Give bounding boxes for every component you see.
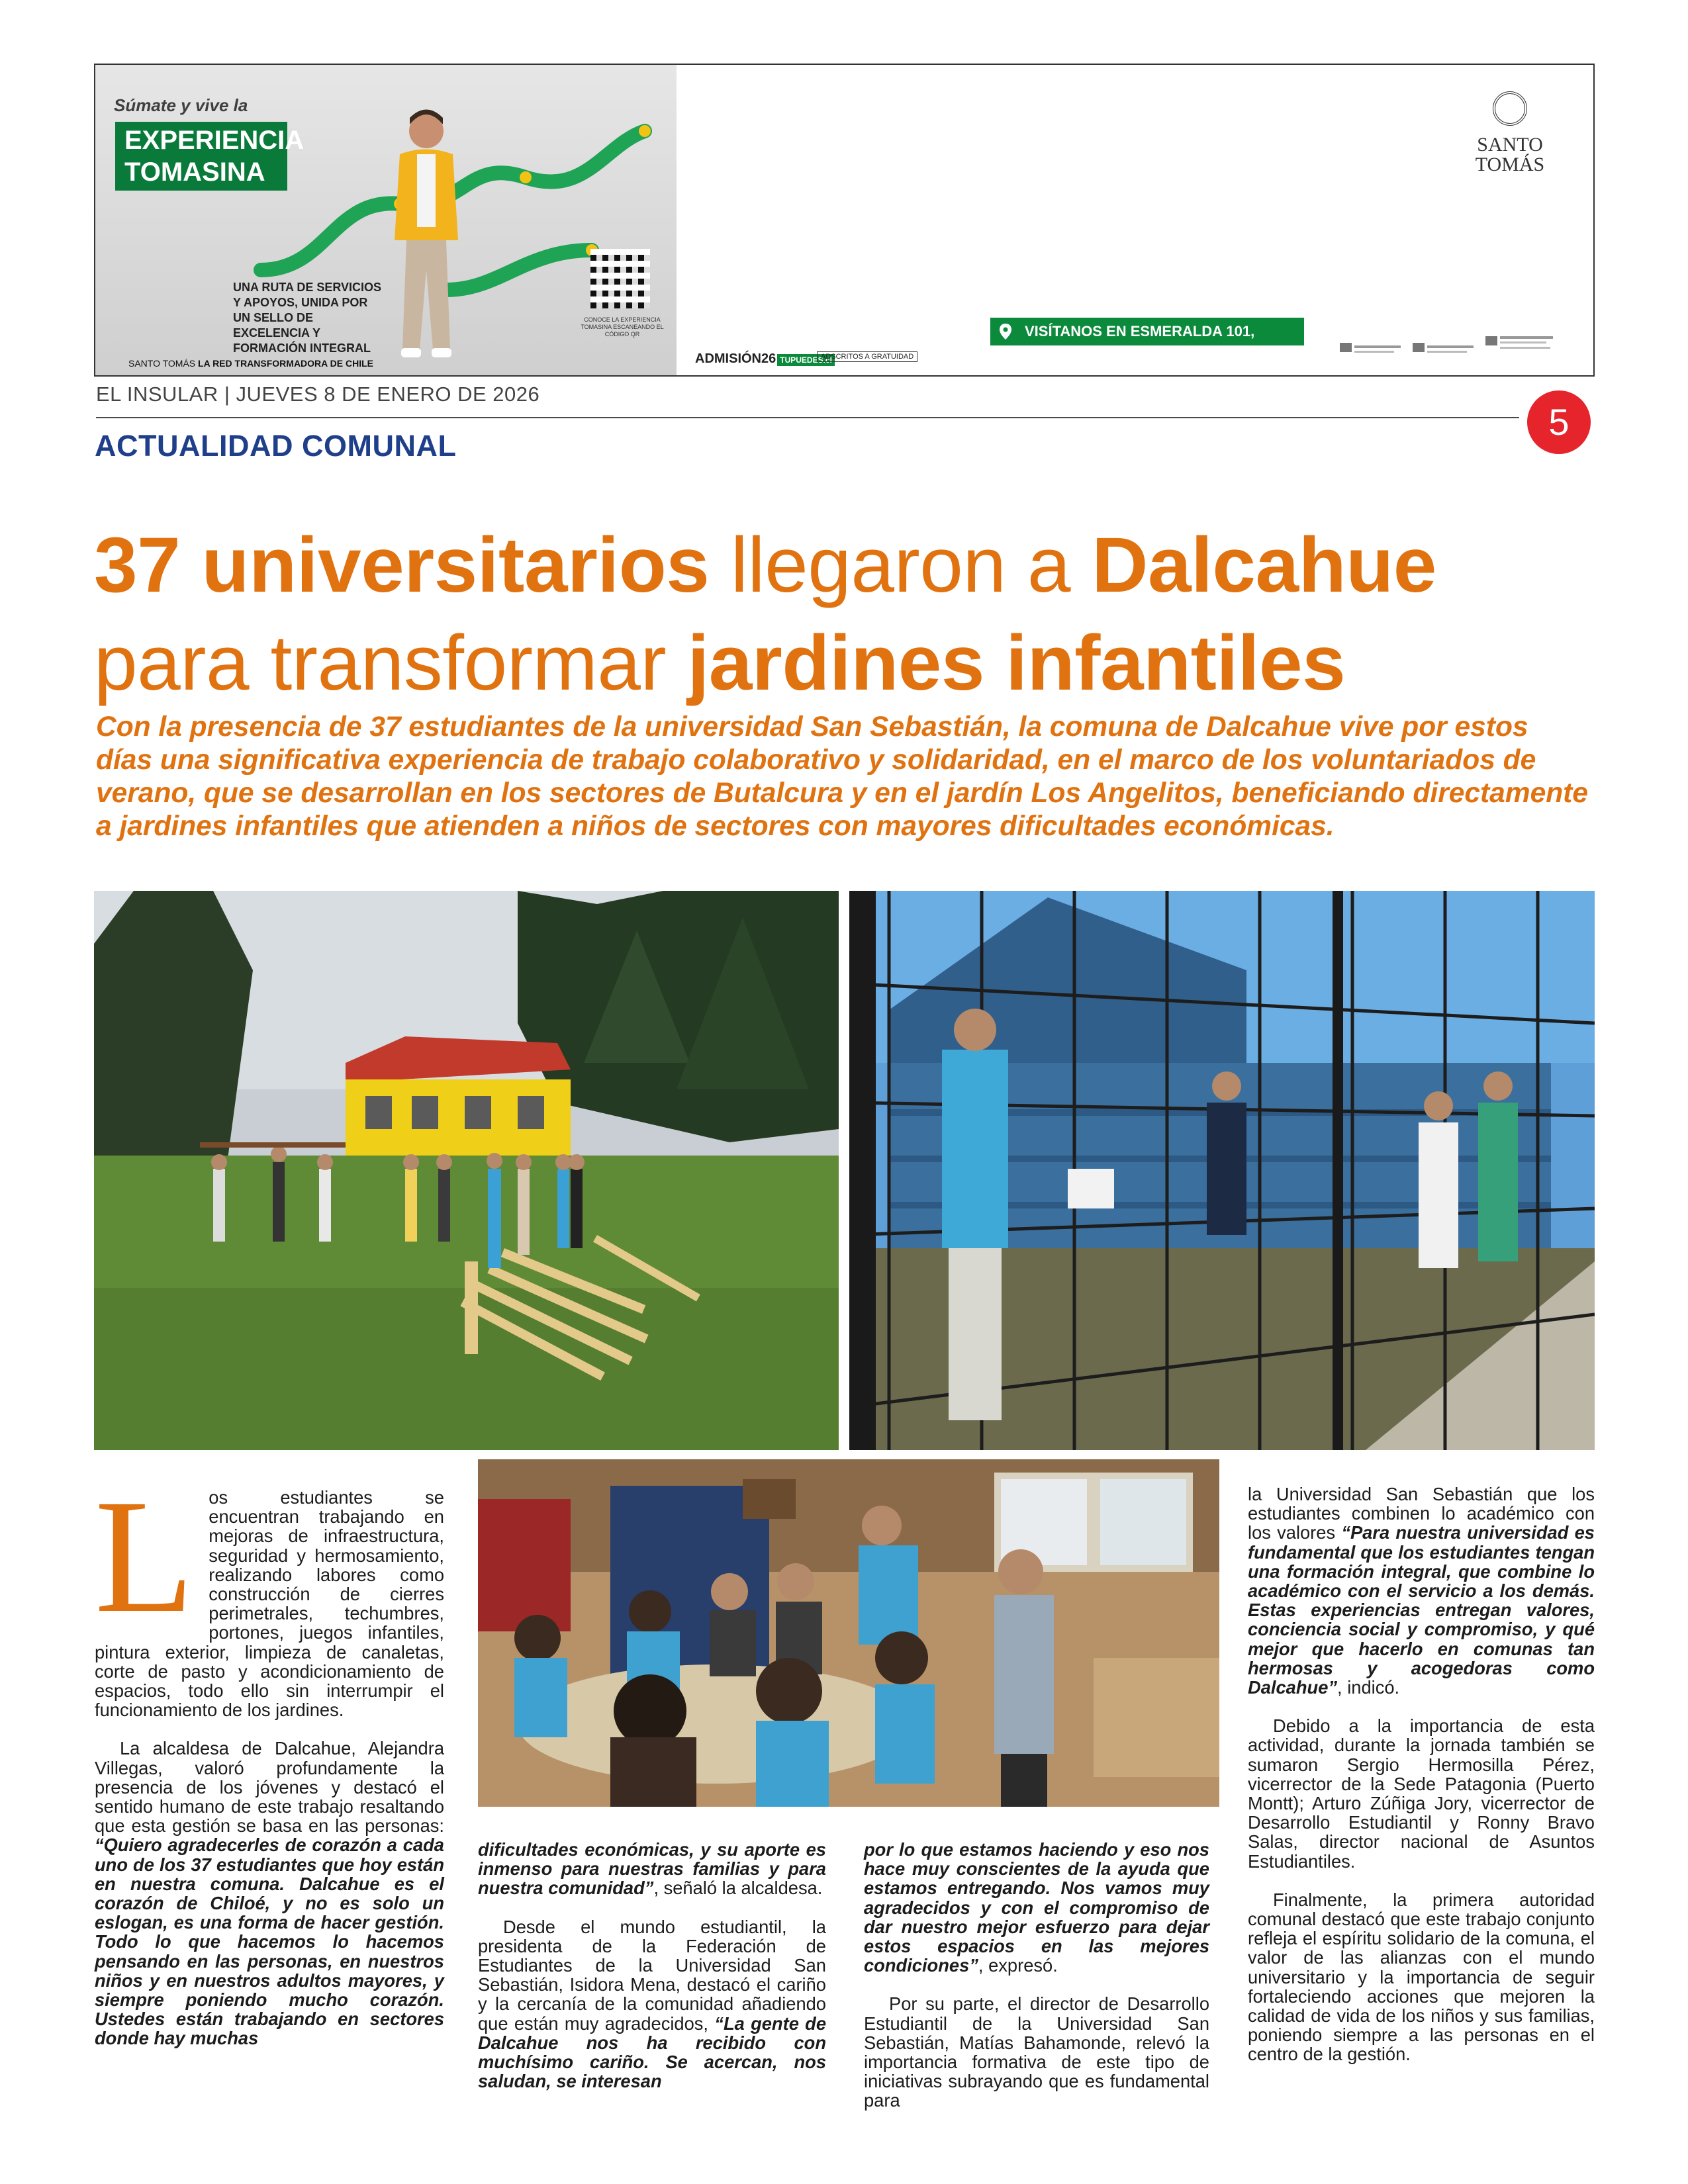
ad-visual-panel xyxy=(95,65,677,375)
ad-footer-bold: LA RED TRANSFORMADORA DE CHILE xyxy=(198,358,373,369)
accreditation-logos xyxy=(1340,330,1558,363)
headline-light-1: llegaron a xyxy=(709,522,1092,609)
ad-footer xyxy=(128,358,373,369)
paragraph-2: La alcaldesa de Dalcahue, Alejandra Villegas, valoró profundamente la presencia de los jóvenes y destacó el sentido humano de este trabajo resaltando que esta gestión se basa en las personas: “Quiero agradecerles de corazón a cada uno de los 37 estudiantes que hoy están en nuestra comuna. Dalcahue es el corazón de Chiloé, y no es solo un eslogan, es una forma de hacer gestión. Todo lo que hacemos lo hacemos pensando en las personas, en nuestros niños y en nuestros adultos mayores, y siempre poniendo mucho corazón. Ustedes están trabajando en sectores donde hay muchas xyxy=(95,1738,444,2049)
santo-tomas-logo: SANTO TOMÁS xyxy=(1464,91,1556,175)
lede: Con la presencia de 37 estudiantes de la universidad San Sebastián, la comuna de Dalcahue vive por estos días una significativa experiencia de trabajo colaborativo y solidaridad, en el marco de los voluntariados de verano, que se desarrollan en los sectores de Butalcura y en el jardín Los Angelitos, beneficiando directamente a jardines infantiles que atienden a niños de sectores con mayores dificultades económicas. xyxy=(96,711,1588,842)
page-number-badge: 5 xyxy=(1527,390,1591,454)
headline-bold-1: 37 universitarios xyxy=(94,522,710,609)
paragraph-6: Finalmente, la primera autoridad comunal destacó que este trabajo conjunto refleja el espíritu solidario de la comuna, el valor de las alianzas con el mundo universitario y la importancia de seguir fortaleciendo acciones que mejoren la calidad de vida de los niños y sus familias, poniendo siempre a las personas en el centro de la gestión. xyxy=(1248,1889,1595,2065)
photo-indoor-meeting xyxy=(478,1459,1219,1807)
admision-label: ADMISIÓN26 TUPUEDES.cl xyxy=(695,351,835,367)
paragraph-3-cont: por lo que estamos haciendo y eso nos hace muy conscientes de la ayuda que estamos entregando. Nos vamos muy agradecidos y con el compromiso de dar nuestro mejor esfuerzo para dejar estos espacios en las mejores condiciones”, expresó. xyxy=(864,1839,1209,1976)
header-rule xyxy=(96,417,1519,418)
ad-brand-block xyxy=(115,122,305,191)
ad-route-text: UNA RUTA DE SERVICIOS Y APOYOS, UNIDA POR UN SELLO DE EXCELENCIA Y FORMACIÓN INTEGRAL xyxy=(233,281,382,355)
advertisement-banner xyxy=(94,64,1595,377)
photo-blue-house-fence xyxy=(849,891,1595,1450)
drop-cap: L xyxy=(95,1467,195,1647)
ad-footer-prefix: SANTO TOMÁS xyxy=(128,358,196,369)
article-column-4 xyxy=(1248,1484,1595,2064)
paragraph-4-cont: la Universidad San Sebastián que los estudiantes combinen lo académico con los valores “Para nuestra universidad es fundamental que los estudiantes tengan una formación integral, que combine lo académico con el servicio a los demás. Estas experiencias entregan valores, conciencia social y compromiso, y qué mejor que hacerlo en comunas tan hermosas y acogedoras como Dalcahue”, indicó. xyxy=(1248,1484,1595,1698)
photo-yellow-house-volunteers xyxy=(94,891,839,1450)
section-title: ACTUALIDAD COMUNAL xyxy=(95,429,457,463)
paragraph-4: Por su parte, el director de Desarrollo Estudiantil de la Universidad San Sebastián, Matías Bahamonde, relevó la importancia formativa de este tipo de iniciativas subrayando que es fundamental para xyxy=(864,1993,1209,2111)
paragraph-5: Debido a la importancia de esta actividad, durante la jornada también se sumaron Sergio Hermosilla Pérez, vicerrector de la Sede Patagonia (Puerto Montt); Arturo Zúñiga Jory, vicerrector de Desarrollo Estudiantil y Ronny Bravo Salas, director nacional de Asuntos Estudiantiles. xyxy=(1248,1715,1595,1872)
qr-caption: CONOCE LA EXPERIENCIA TOMASINA ESCANEANDO EL CÓDIGO QR xyxy=(581,316,664,338)
seal-icon xyxy=(1493,91,1527,126)
article-column-1 xyxy=(95,1467,444,2049)
qr-code-pattern xyxy=(590,249,650,308)
folio-line: EL INSULAR | JUEVES 8 DE ENERO DE 2026 xyxy=(96,383,540,406)
headline xyxy=(94,516,1617,712)
ad-brand-line1: EXPERIENCIA xyxy=(124,126,305,155)
visit-address-bar: VISÍTANOS EN ESMERALDA 101, PUERTO MONTT xyxy=(990,318,1304,345)
ad-tagline: Súmate y vive la xyxy=(114,95,248,115)
ad-brand-line2: TOMASINA xyxy=(124,158,265,187)
headline-light-2: para transformar xyxy=(94,619,688,707)
gratuidad-badge: ADSCRITOS A GRATUIDAD xyxy=(817,351,917,362)
article-column-2 xyxy=(478,1840,826,2091)
paragraph-2-cont: dificultades económicas, y su aporte es inmenso para nuestras familias y para nuestra comunidad”, señaló la alcaldesa. xyxy=(478,1839,826,1899)
paragraph-3: Desde el mundo estudiantil, la presidenta de la Federación de Estudiantes de la Universidad San Sebastián, Isidora Mena, destacó el cariño y la cercanía de la comunidad añadiendo que están muy agradecidos, “La gente de Dalcahue nos ha recibido con muchísimo cariño. Se acercan, nos saludan, se interesan xyxy=(478,1916,827,2092)
article-column-3 xyxy=(864,1840,1209,2111)
headline-bold-2: Dalcahue xyxy=(1092,522,1436,609)
student-figure xyxy=(387,98,466,363)
location-pin-icon xyxy=(998,323,1013,340)
paragraph-1: Los estudiantes se encuentran trabajando en mejoras de infraestructura, seguridad y hermosamiento, realizando labores como construcción de cierres perimetrales, techumbres, portones, juegos infantiles, pintura exterior, limpieza de canaletas, corte de pasto y acondicionamiento de espacios, todo ello sin interrumpir el funcionamiento de los jardines. xyxy=(95,1467,444,1721)
headline-bold-3: jardines infantiles xyxy=(687,619,1346,707)
